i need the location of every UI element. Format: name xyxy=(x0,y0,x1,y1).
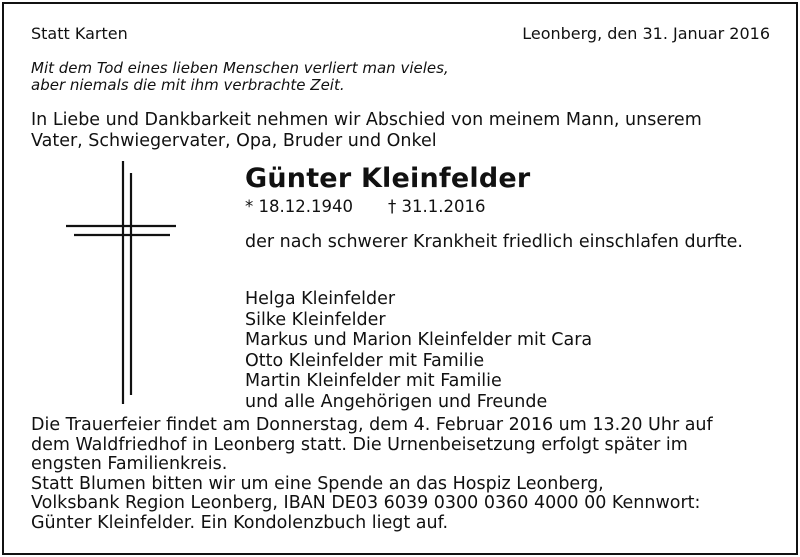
quote-line: Mit dem Tod eines lieben Menschen verliert man vieles, xyxy=(31,59,449,77)
birth-date: * 18.12.1940 xyxy=(245,197,353,216)
mourner-name: Markus und Marion Kleinfelder mit Cara xyxy=(245,330,593,350)
mourners-list xyxy=(245,289,592,412)
funeral-info-line: dem Waldfriedhof in Leonberg statt. Die Urnenbeisetzung erfolgt später im xyxy=(31,434,688,455)
funeral-info-line: Die Trauerfeier findet am Donnerstag, dem 4. Februar 2016 um 13.20 Uhr auf xyxy=(31,415,713,435)
header-left-text: Statt Karten xyxy=(31,24,128,43)
place-date: Leonberg, den 31. Januar 2016 xyxy=(522,24,770,43)
intro-text xyxy=(31,110,702,152)
cross-icon xyxy=(66,161,176,404)
intro-line: Vater, Schwiegervater, Opa, Bruder und Onkel xyxy=(31,131,437,151)
funeral-info-line: Volksbank Region Leonberg, IBAN DE03 6039 0300 0360 4000 00 Kennwort: xyxy=(31,493,701,513)
mourner-name: und alle Angehörigen und Freunde xyxy=(245,391,548,412)
mourner-name: Silke Kleinfelder xyxy=(245,309,386,330)
intro-line: In Liebe und Dankbarkeit nehmen wir Abschied von meinem Mann, unserem xyxy=(31,110,702,130)
quote-line: aber niemals die mit ihm verbrachte Zeit. xyxy=(31,76,345,94)
deceased-name: Günter Kleinfelder xyxy=(245,163,531,194)
funeral-info-line: Statt Blumen bitten wir um eine Spende an das Hospiz Leonberg, xyxy=(31,473,604,494)
funeral-info-line: Günter Kleinfelder. Ein Kondolenzbuch liegt auf. xyxy=(31,512,449,533)
mourner-name: Otto Kleinfelder mit Familie xyxy=(245,350,485,371)
passing-phrase: der nach schwerer Krankheit friedlich einschlafen durfte. xyxy=(245,232,743,252)
funeral-info xyxy=(31,416,713,533)
death-date: † 31.1.2016 xyxy=(388,197,486,216)
mourner-name: Helga Kleinfelder xyxy=(245,289,396,309)
quote xyxy=(31,60,449,94)
funeral-info-line: engsten Familienkreis. xyxy=(31,454,228,474)
mourner-name: Martin Kleinfelder mit Familie xyxy=(245,371,502,391)
